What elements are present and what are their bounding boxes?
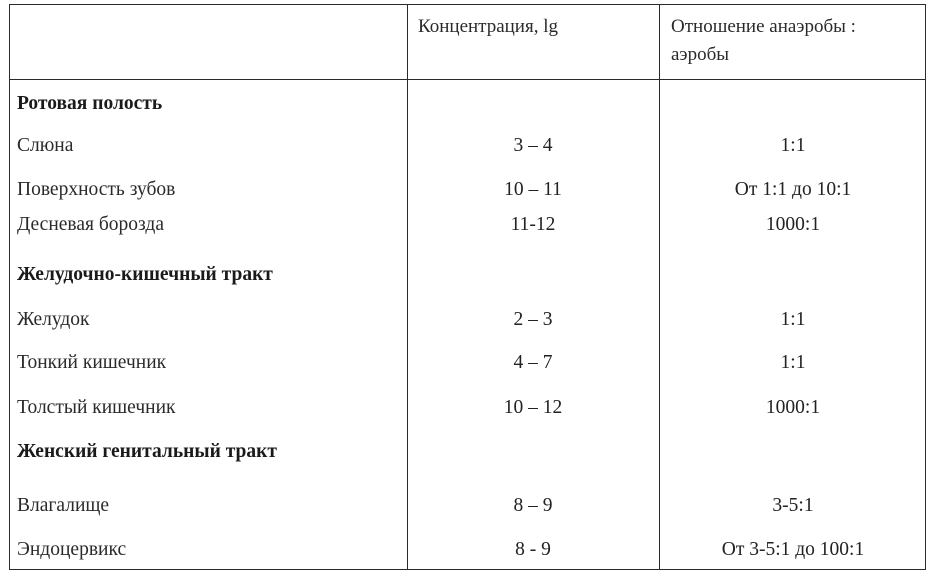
concentration-cell: 2 – 3 — [513, 309, 553, 330]
table-row — [10, 131, 927, 161]
concentration-cell: 11-12 — [510, 214, 556, 235]
section-row — [10, 260, 927, 290]
row-name: Слюна — [17, 135, 74, 156]
row-name: Желудок — [17, 309, 90, 330]
ratio-cell: От 3-5:1 до 100:1 — [721, 539, 865, 560]
table-row — [10, 175, 927, 205]
table-row — [10, 348, 927, 378]
table-row — [10, 393, 927, 423]
table-row — [10, 210, 927, 240]
section-row — [10, 89, 927, 119]
concentration-cell: 10 – 11 — [504, 179, 562, 200]
section-title: Желудочно-кишечный тракт — [17, 264, 273, 285]
row-name: Поверхность зубов — [17, 179, 176, 200]
section-row — [10, 437, 927, 467]
concentration-cell: 10 – 12 — [503, 397, 563, 418]
row-name: Тонкий кишечник — [17, 352, 167, 373]
section-title: Женский генитальный тракт — [17, 441, 277, 462]
header-concentration: Концентрация, lg — [418, 16, 558, 37]
ratio-cell: 1000:1 — [765, 214, 821, 235]
data-table — [9, 4, 926, 570]
section-title: Ротовая полость — [17, 93, 163, 114]
ratio-cell: 1:1 — [780, 352, 806, 373]
row-name: Эндоцервикс — [17, 539, 127, 560]
header-divider — [10, 79, 925, 80]
concentration-cell: 8 - 9 — [515, 539, 551, 560]
ratio-cell: 1000:1 — [765, 397, 821, 418]
ratio-cell: 1:1 — [780, 309, 806, 330]
ratio-cell: 1:1 — [780, 135, 806, 156]
row-name: Влагалище — [17, 495, 110, 516]
table-row — [10, 535, 927, 565]
row-name: Толстый кишечник — [17, 397, 176, 418]
row-name: Десневая борозда — [17, 214, 164, 235]
concentration-cell: 4 – 7 — [513, 352, 553, 373]
ratio-cell: От 1:1 до 10:1 — [734, 179, 852, 200]
concentration-cell: 8 – 9 — [513, 495, 553, 516]
header-ratio: Отношение анаэробы : аэробы — [671, 16, 856, 65]
table-row — [10, 491, 927, 521]
table-row — [10, 305, 927, 335]
concentration-cell: 3 – 4 — [513, 135, 553, 156]
ratio-cell: 3-5:1 — [772, 495, 814, 516]
